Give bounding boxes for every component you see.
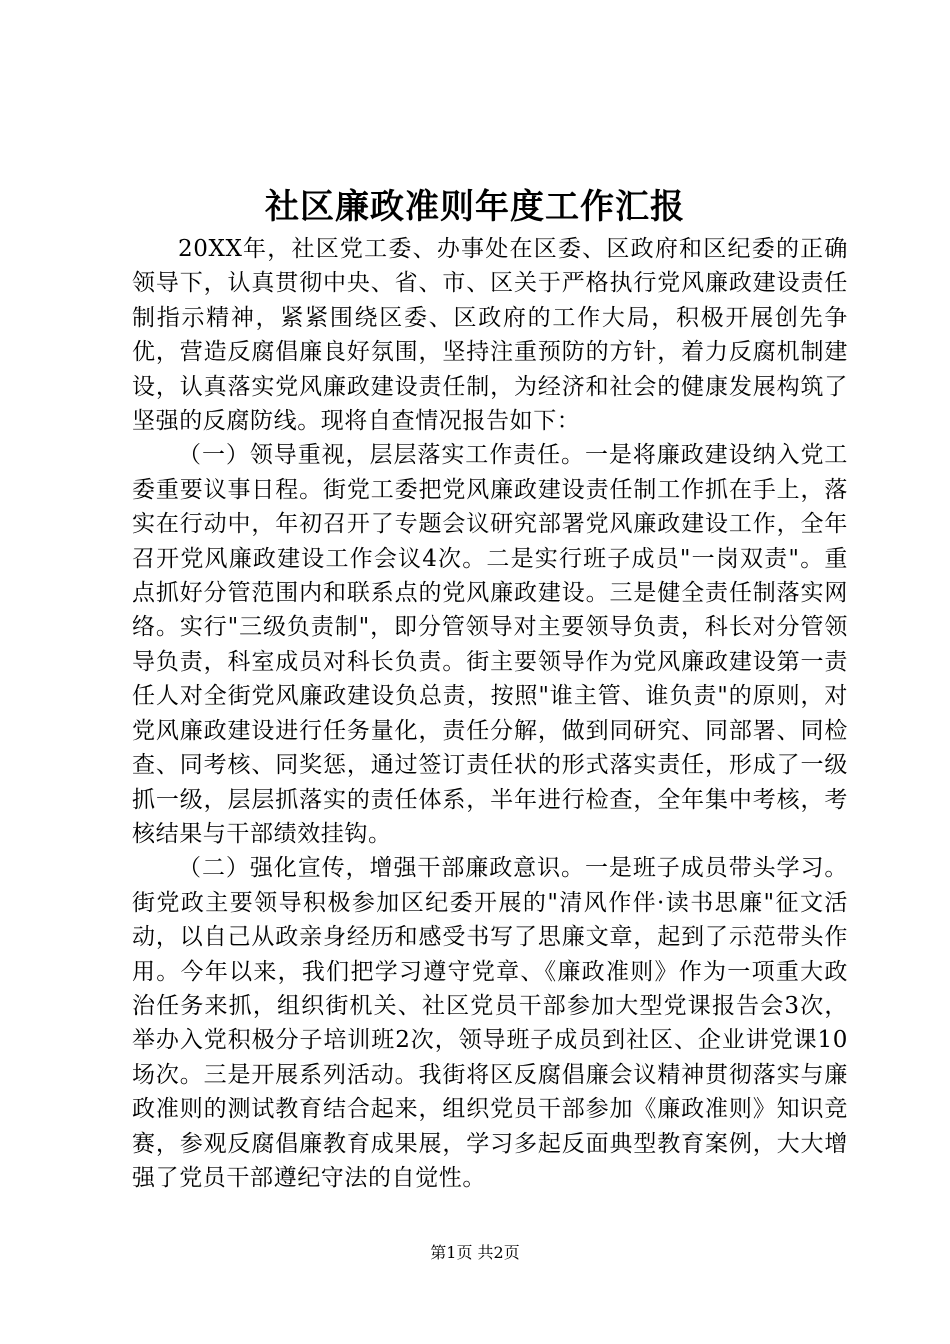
paragraph-intro: 20XX年，社区党工委、办事处在区委、区政府和区纪委的正确领导下，认真贯彻中央、省、市、区关于严格执行党风廉政建设责任制指示精神，紧紧围绕区委、区政府的工作大局，积极开展创先争优，营造反腐倡廉良好氛围，坚持注重预防的方针，着力反腐机制建设，认真落实党风廉政建设责任制，为经济和社会的健康发展构筑了坚强的反腐防线。现将自查情况报告如下： xyxy=(132,236,848,435)
document-body xyxy=(132,232,848,1195)
paragraph-section-1: （一）领导重视，层层落实工作责任。一是将廉政建设纳入党工委重要议事日程。街党工委把党风廉政建设责任制工作抓在手上，落实在行动中，年初召开了专题会议研究部署党风廉政建设工作，全年召开党风廉政建设工作会议4次。二是实行班子成员"一岗双责"。重点抓好分管范围内和联系点的党风廉政建设。三是健全责任制落实网络。实行"三级负责制"，即分管领导对主要领导负责，科长对分管领导负责，科室成员对科长负责。街主要领导作为党风廉政建设第一责任人对全街党风廉政建设负总责，按照"谁主管、谁负责"的原则，对党风廉政建设进行任务量化，责任分解，做到同研究、同部署、同检查、同考核、同奖惩，通过签订责任状的形式落实责任，形成了一级抓一级，层层抓落实的责任体系，半年进行检查，全年集中考核，考核结果与干部绩效挂钩。 xyxy=(132,442,848,847)
paragraph-section-2: （二）强化宣传，增强干部廉政意识。一是班子成员带头学习。街党政主要领导积极参加区纪委开展的"清风作伴·读书思廉"征文活动，以自己从政亲身经历和感受书写了思廉文章，起到了示范带头作用。今年以来，我们把学习遵守党章、《廉政准则》作为一项重大政治任务来抓，组织街机关、社区党员干部参加大型党课报告会3次，举办入党积极分子培训班2次，领导班子成员到社区、企业讲党课10场次。三是开展系列活动。我街将区反腐倡廉会议精神贯彻落实与廉政准则的测试教育结合起来，组织党员干部参加《廉政准则》知识竞赛，参观反腐倡廉教育成果展，学习多起反面典型教育案例，大大增强了党员干部遵纪守法的自觉性。 xyxy=(132,855,848,1191)
page-number-footer: 第1页 共2页 xyxy=(430,1243,520,1262)
document-title: 社区廉政准则年度工作汇报 xyxy=(265,187,685,227)
